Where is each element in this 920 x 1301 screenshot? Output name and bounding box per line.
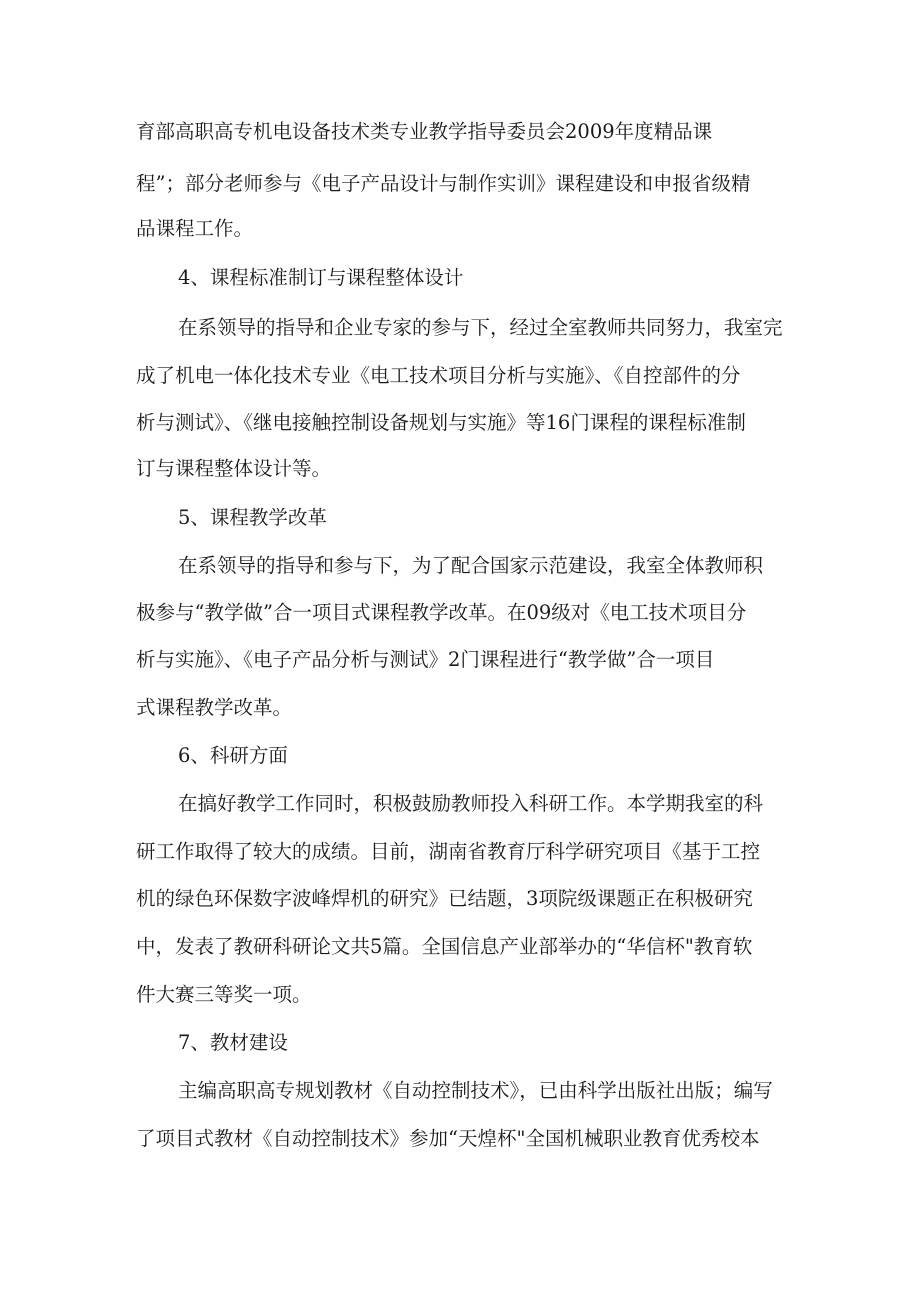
text-line: 在搞好教学工作同时，积极鼓励教师投入科研工作。本学期我室的科 [178,792,764,815]
text-line: 机的绿色环保数字波峰焊机的研究》已结题，3项院级课题正在积极研究 [136,887,753,910]
text-line: 在系领导的指导和企业专家的参与下，经过全室教师共同努力，我室完 [178,316,783,339]
section-heading: 5、课程教学改革 [178,506,327,529]
text-line: 育部高职高专机电设备技术类专业教学指导委员会2009年度精品课 [136,120,713,143]
section-heading: 6、科研方面 [178,744,288,767]
text-line: 极参与“教学做”合一项目式课程教学改革。在09级对《电工技术项目分 [136,601,747,624]
text-line: 中，发表了教研科研论文共5篇。全国信息产业部举办的“华信杯"教育软 [136,935,753,958]
text-line: 主编高职高专规划教材《自动控制技术》，已由科学出版社出版；编写 [178,1079,773,1102]
text-line: 研工作取得了较大的成绩。目前，湖南省教育厅科学研究项目《基于工控 [136,840,761,863]
section-heading: 7、教材建设 [178,1031,288,1054]
text-line: 件大赛三等奖一项。 [136,983,312,1006]
text-line: 在系领导的指导和参与下，为了配合国家示范建设，我室全体教师积 [178,554,764,577]
text-line: 析与实施》、《电子产品分析与测试》2门课程进行“教学做”合一项目 [136,648,715,671]
section-heading: 4、课程标准制订与课程整体设计 [178,266,464,289]
text-line: 式课程教学改革。 [136,696,293,719]
text-line: 了项目式教材《自动控制技术》参加“天煌杯"全国机械职业教育优秀校本 [136,1127,760,1150]
text-line: 程”；部分老师参与《电子产品设计与制作实训》课程建设和申报省级精 [136,172,751,195]
text-line: 订与课程整体设计等。 [136,457,332,480]
text-line: 品课程工作。 [136,217,254,240]
text-line: 成了机电一体化技术专业《电工技术项目分析与实施》、《自控部件的分 [136,364,741,387]
text-line: 析与测试》、《继电接触控制设备规划与实施》等16门课程的课程标准制 [136,411,746,434]
